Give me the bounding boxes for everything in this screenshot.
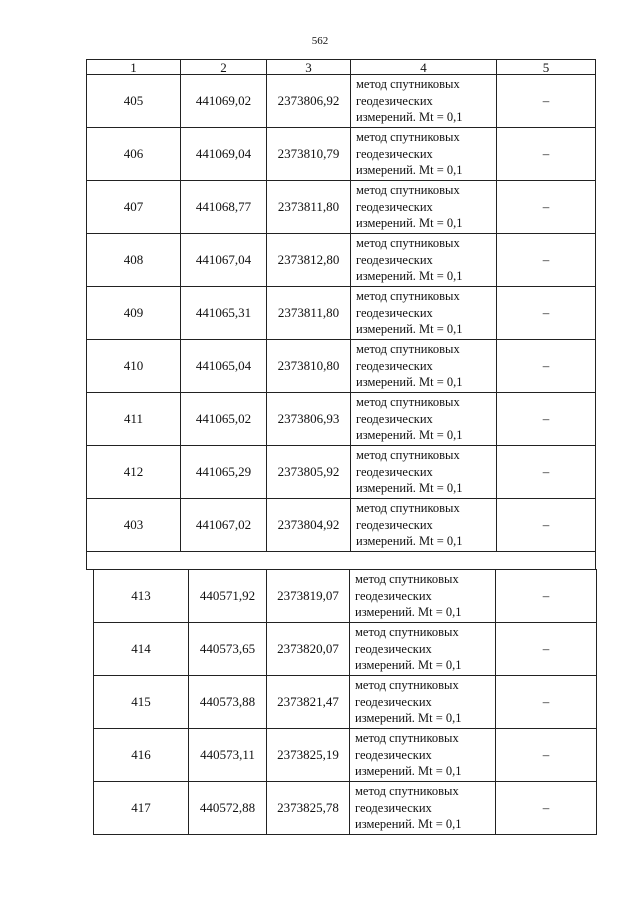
table-row [87, 287, 596, 340]
method-line: метод спутниковых [355, 731, 459, 746]
method-line: метод спутниковых [356, 289, 460, 304]
method-line: измерений. Mt = 0,1 [355, 605, 462, 620]
method-line: измерений. Mt = 0,1 [355, 764, 462, 779]
table-row [87, 75, 596, 128]
page-number: 562 [311, 35, 329, 47]
method-description [351, 181, 497, 234]
method-line: измерений. Mt = 0,1 [356, 269, 463, 284]
point-number: 412 [87, 446, 181, 499]
method-description [351, 446, 497, 499]
method-line: метод спутниковых [355, 625, 459, 640]
method-line: геодезических [356, 252, 433, 267]
method-description [351, 287, 497, 340]
coordinate-x: 440573,88 [189, 676, 267, 729]
coordinate-y: 2373820,07 [267, 623, 350, 676]
column-5-value: – [497, 75, 596, 128]
method-line: измерений. Mt = 0,1 [356, 110, 463, 125]
coordinate-x: 441067,02 [181, 499, 267, 552]
method-line: геодезических [356, 411, 433, 426]
header-col-3: 3 [267, 60, 351, 75]
coordinate-y: 2373811,80 [267, 287, 351, 340]
coordinates-table-continuation [93, 569, 597, 835]
point-number: 414 [94, 623, 189, 676]
method-description [351, 340, 497, 393]
column-5-value: – [497, 499, 596, 552]
method-description [351, 393, 497, 446]
point-number: 408 [87, 234, 181, 287]
point-number: 411 [87, 393, 181, 446]
method-line: измерений. Mt = 0,1 [356, 216, 463, 231]
coordinate-y: 2373810,79 [267, 128, 351, 181]
column-5-value: – [496, 729, 597, 782]
method-line: метод спутниковых [355, 678, 459, 693]
method-line: геодезических [355, 747, 432, 762]
header-col-5: 5 [497, 60, 596, 75]
coordinate-x: 440572,88 [189, 782, 267, 835]
column-5-value: – [497, 393, 596, 446]
method-line: метод спутниковых [355, 572, 459, 587]
method-line: измерений. Mt = 0,1 [355, 711, 462, 726]
coordinates-table-main [86, 59, 596, 570]
table-row [94, 782, 597, 835]
point-number: 413 [94, 570, 189, 623]
coordinate-x: 440571,92 [189, 570, 267, 623]
point-number: 409 [87, 287, 181, 340]
coordinate-x: 441065,04 [181, 340, 267, 393]
separator-cell [87, 552, 596, 570]
coordinate-y: 2373825,78 [267, 782, 350, 835]
method-line: метод спутниковых [356, 130, 460, 145]
method-line: геодезических [355, 694, 432, 709]
column-5-value: – [496, 623, 597, 676]
method-line: метод спутниковых [356, 236, 460, 251]
method-description [350, 570, 496, 623]
column-5-value: – [497, 446, 596, 499]
method-line: метод спутниковых [355, 784, 459, 799]
point-number: 415 [94, 676, 189, 729]
method-line: измерений. Mt = 0,1 [355, 658, 462, 673]
table-row [87, 128, 596, 181]
method-line: метод спутниковых [356, 501, 460, 516]
column-5-value: – [497, 340, 596, 393]
method-line: метод спутниковых [356, 448, 460, 463]
method-line: геодезических [356, 199, 433, 214]
coordinate-x: 441065,29 [181, 446, 267, 499]
column-5-value: – [496, 570, 597, 623]
coordinate-y: 2373825,19 [267, 729, 350, 782]
table-row [94, 570, 597, 623]
table-row [94, 676, 597, 729]
point-number: 403 [87, 499, 181, 552]
coordinate-x: 441065,02 [181, 393, 267, 446]
method-line: геодезических [355, 641, 432, 656]
method-line: измерений. Mt = 0,1 [356, 322, 463, 337]
header-col-4: 4 [351, 60, 497, 75]
coordinate-y: 2373806,93 [267, 393, 351, 446]
coordinate-y: 2373806,92 [267, 75, 351, 128]
point-number: 410 [87, 340, 181, 393]
header-col-1: 1 [87, 60, 181, 75]
table-row [87, 393, 596, 446]
table-row [87, 499, 596, 552]
method-line: геодезических [356, 464, 433, 479]
coordinate-y: 2373804,92 [267, 499, 351, 552]
separator-row [87, 552, 596, 570]
table-row [87, 181, 596, 234]
method-line: метод спутниковых [356, 183, 460, 198]
table-header-row [87, 60, 596, 75]
point-number: 406 [87, 128, 181, 181]
coordinate-x: 440573,65 [189, 623, 267, 676]
column-5-value: – [496, 782, 597, 835]
coordinate-x: 441068,77 [181, 181, 267, 234]
coordinate-y: 2373810,80 [267, 340, 351, 393]
table-row [87, 446, 596, 499]
method-line: геодезических [356, 517, 433, 532]
column-5-value: – [497, 234, 596, 287]
method-line: метод спутниковых [356, 77, 460, 92]
column-5-value: – [497, 287, 596, 340]
method-description [350, 623, 496, 676]
method-line: измерений. Mt = 0,1 [356, 375, 463, 390]
coordinate-x: 441069,04 [181, 128, 267, 181]
method-description [350, 782, 496, 835]
table-row [94, 623, 597, 676]
coordinate-y: 2373819,07 [267, 570, 350, 623]
coordinate-y: 2373805,92 [267, 446, 351, 499]
column-5-value: – [497, 181, 596, 234]
table-row [94, 729, 597, 782]
point-number: 407 [87, 181, 181, 234]
method-line: измерений. Mt = 0,1 [355, 817, 462, 832]
header-col-2: 2 [181, 60, 267, 75]
coordinate-y: 2373811,80 [267, 181, 351, 234]
method-line: геодезических [355, 800, 432, 815]
point-number: 416 [94, 729, 189, 782]
method-line: измерений. Mt = 0,1 [356, 163, 463, 178]
point-number: 417 [94, 782, 189, 835]
coordinate-y: 2373812,80 [267, 234, 351, 287]
method-line: геодезических [356, 305, 433, 320]
coordinate-y: 2373821,47 [267, 676, 350, 729]
method-description [351, 499, 497, 552]
table-row [87, 234, 596, 287]
coordinate-x: 441069,02 [181, 75, 267, 128]
column-5-value: – [496, 676, 597, 729]
method-description [350, 729, 496, 782]
coordinate-x: 441067,04 [181, 234, 267, 287]
method-line: геодезических [356, 93, 433, 108]
method-line: метод спутниковых [356, 395, 460, 410]
method-line: геодезических [355, 588, 432, 603]
method-line: геодезических [356, 358, 433, 373]
table-row [87, 340, 596, 393]
coordinate-x: 440573,11 [189, 729, 267, 782]
method-line: геодезических [356, 146, 433, 161]
method-description [350, 676, 496, 729]
method-line: измерений. Mt = 0,1 [356, 534, 463, 549]
coordinate-x: 441065,31 [181, 287, 267, 340]
method-line: измерений. Mt = 0,1 [356, 481, 463, 496]
method-description [351, 75, 497, 128]
method-line: метод спутниковых [356, 342, 460, 357]
method-description [351, 128, 497, 181]
method-line: измерений. Mt = 0,1 [356, 428, 463, 443]
point-number: 405 [87, 75, 181, 128]
method-description [351, 234, 497, 287]
column-5-value: – [497, 128, 596, 181]
